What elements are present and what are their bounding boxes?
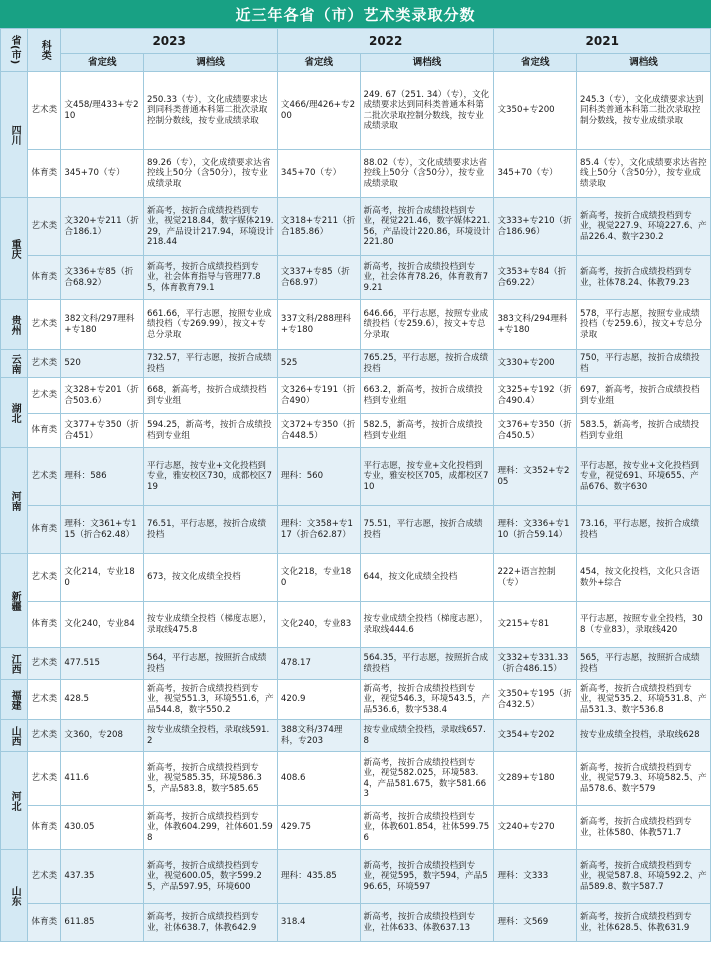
- type-cell: 艺术类: [28, 72, 61, 150]
- adjust-2022-cell: 新高考，按折合成绩投档到专业，视觉595，数字594，产品596.65，环境597: [360, 850, 494, 904]
- line-header: 省定线: [277, 54, 360, 72]
- year-header-2023: 2023: [61, 29, 278, 54]
- line-2022-cell: 文466/理426+专200: [277, 72, 360, 150]
- province-cell: 重庆: [1, 198, 28, 300]
- line-2022-cell: 408.6: [277, 752, 360, 806]
- line-2021-cell: 文353+专84（折合69.22）: [494, 256, 577, 300]
- line-2023-cell: 文458/理433+专210: [61, 72, 144, 150]
- line-2022-cell: 429.75: [277, 806, 360, 850]
- line-2023-cell: 520: [61, 350, 144, 378]
- line-2021-cell: 文333+专210（折合186.96）: [494, 198, 577, 256]
- year-header-2021: 2021: [494, 29, 711, 54]
- province-cell: 新疆: [1, 554, 28, 648]
- line-2022-cell: 文326+专191（折合490）: [277, 378, 360, 414]
- line-2021-cell: 345+70（专）: [494, 150, 577, 198]
- adjust-2021-cell: 新高考，按折合成绩投档到专业，视觉227.9、环境227.6、产品226.4、数字230.2: [577, 198, 711, 256]
- line-2021-cell: 文240+专270: [494, 806, 577, 850]
- type-cell: 体育类: [28, 150, 61, 198]
- adjust-2023-cell: 594.25，新高考，按折合成绩投档到专业组: [143, 414, 277, 448]
- province-cell: 江西: [1, 648, 28, 680]
- line-2021-cell: 理科：文333: [494, 850, 577, 904]
- line-2021-cell: 文215+专81: [494, 602, 577, 648]
- adjust-2023-cell: 新高考，按折合成绩投档到专业，社体638.7，体教642.9: [143, 904, 277, 942]
- adjust-2021-cell: 新高考，按折合成绩投档到专业，视觉587.8、环境592.2、产品589.8、数字587.7: [577, 850, 711, 904]
- line-2021-cell: 文350+专195（折合432.5）: [494, 680, 577, 720]
- line-2023-cell: 345+70（专）: [61, 150, 144, 198]
- page-title: 近三年各省（市）艺术类录取分数: [0, 0, 711, 28]
- line-2023-cell: 430.05: [61, 806, 144, 850]
- adjust-header: 调档线: [577, 54, 711, 72]
- table-row: [1, 378, 711, 414]
- adjust-2023-cell: 新高考，按折合成绩投档到专业，视觉218.84，数字媒体219.29，产品设计217.94，环境设计218.44: [143, 198, 277, 256]
- line-2023-cell: 477.515: [61, 648, 144, 680]
- adjust-2022-cell: 新高考，按折合成绩投档到专业，视觉582.025，环境583.4，产品581.675，数字581.663: [360, 752, 494, 806]
- adjust-2023-cell: 新高考，按折合成绩投档到专业，视觉551.3，环境551.6，产品544.8，数字550.2: [143, 680, 277, 720]
- adjust-2022-cell: 75.51，平行志愿，按折合成绩投档: [360, 506, 494, 554]
- line-header: 省定线: [61, 54, 144, 72]
- type-cell: 艺术类: [28, 448, 61, 506]
- adjust-2022-cell: 新高考，按折合成绩投档到专业，视觉546.3，环境543.5，产品536.6，数字538.4: [360, 680, 494, 720]
- adjust-2021-cell: 245.3（专），文化成绩要求达到同科类普通本科第二批次录取控制分数线，按专业成绩录取: [577, 72, 711, 150]
- adjust-2022-cell: 新高考，按折合成绩投档到专业，社会体育78.26，体育教育79.21: [360, 256, 494, 300]
- line-2021-cell: 理科：文569: [494, 904, 577, 942]
- line-2022-cell: 理科：文358+专117（折合62.87）: [277, 506, 360, 554]
- table-row: [1, 506, 711, 554]
- line-2023-cell: 428.5: [61, 680, 144, 720]
- line-2022-cell: 478.17: [277, 648, 360, 680]
- province-cell: 河南: [1, 448, 28, 554]
- line-2022-cell: 318.4: [277, 904, 360, 942]
- scores-table: [0, 28, 711, 942]
- type-cell: 艺术类: [28, 554, 61, 602]
- adjust-2023-cell: 668，新高考，按折合成绩投档到专业组: [143, 378, 277, 414]
- adjust-2023-cell: 89.26（专），文化成绩要求达省控线上50分（含50分），按专业成绩录取: [143, 150, 277, 198]
- province-cell: 湖北: [1, 378, 28, 448]
- adjust-2021-cell: 新高考，按折合成绩投档到专业，视觉535.2、环境531.8、产品531.3、数字536.8: [577, 680, 711, 720]
- table-row: [1, 414, 711, 448]
- line-2023-cell: 611.85: [61, 904, 144, 942]
- adjust-2021-cell: 565，平行志愿，按照折合成绩投档: [577, 648, 711, 680]
- adjust-2021-cell: 73.16，平行志愿，按折合成绩投档: [577, 506, 711, 554]
- adjust-2022-cell: 663.2，新高考，按折合成绩投档到专业组: [360, 378, 494, 414]
- line-2021-cell: 383文科/294理科+专180: [494, 300, 577, 350]
- province-cell: 山东: [1, 850, 28, 942]
- line-2023-cell: 382文科/297理科+专180: [61, 300, 144, 350]
- table-row: [1, 350, 711, 378]
- adjust-2022-cell: 564.35，平行志愿，按照折合成绩投档: [360, 648, 494, 680]
- line-2023-cell: 411.6: [61, 752, 144, 806]
- table-row: [1, 150, 711, 198]
- table-row: [1, 904, 711, 942]
- adjust-2022-cell: 644，按文化成绩全投档: [360, 554, 494, 602]
- line-2023-cell: 文377+专350（折合451）: [61, 414, 144, 448]
- adjust-2022-cell: 88.02（专），文化成绩要求达省控线上50分（含50分），按专业成绩录取: [360, 150, 494, 198]
- adjust-2021-cell: 新高考，按折合成绩投档到专业，视觉579.3、环境582.5、产品578.6、数字579: [577, 752, 711, 806]
- line-2023-cell: 文化214，专业180: [61, 554, 144, 602]
- line-2022-cell: 文化240，专业83: [277, 602, 360, 648]
- line-2022-cell: 理科：560: [277, 448, 360, 506]
- adjust-2021-cell: 按专业成绩全投档，录取线628: [577, 720, 711, 752]
- line-2023-cell: 文328+专201（折合503.6）: [61, 378, 144, 414]
- line-2021-cell: 文289+专180: [494, 752, 577, 806]
- adjust-2023-cell: 按专业成绩全投档（梯度志愿），录取线475.8: [143, 602, 277, 648]
- line-2023-cell: 文336+专85（折合68.92）: [61, 256, 144, 300]
- line-2021-cell: 理科：文352+专205: [494, 448, 577, 506]
- adjust-2022-cell: 249. 67（251. 34）（专），文化成绩要求达到同科类普通本科第二批次录取控制分数线，按专业成绩录取: [360, 72, 494, 150]
- table-row: [1, 72, 711, 150]
- adjust-2023-cell: 新高考，按折合成绩投档到专业，体教604.299，社体601.598: [143, 806, 277, 850]
- table-row: [1, 554, 711, 602]
- province-cell: 贵州: [1, 300, 28, 350]
- line-2021-cell: 理科：文336+专110（折合59.14）: [494, 506, 577, 554]
- line-2022-cell: 345+70（专）: [277, 150, 360, 198]
- province-cell: 山西: [1, 720, 28, 752]
- table-row: [1, 720, 711, 752]
- type-cell: 体育类: [28, 506, 61, 554]
- line-2021-cell: 文332+专331.33（折合486.15）: [494, 648, 577, 680]
- line-2021-cell: 文325+专192（折合490.4）: [494, 378, 577, 414]
- adjust-2021-cell: 578，平行志愿，按照专业成绩投档（专259.6），按文+专总分录取: [577, 300, 711, 350]
- adjust-2021-cell: 454，按文化投档，文化只含语数外+综合: [577, 554, 711, 602]
- adjust-2021-cell: 85.4（专），文化成绩要求达省控线上50分（含50分），按专业成绩录取: [577, 150, 711, 198]
- table-row: [1, 448, 711, 506]
- line-2021-cell: 文376+专350（折合450.5）: [494, 414, 577, 448]
- line-2022-cell: 525: [277, 350, 360, 378]
- line-2021-cell: 文330+专200: [494, 350, 577, 378]
- province-cell: 云南: [1, 350, 28, 378]
- adjust-2022-cell: 平行志愿，按专业+文化投档到专业，雅安校区705，成都校区710: [360, 448, 494, 506]
- table-row: [1, 300, 711, 350]
- line-2022-cell: 理科：435.85: [277, 850, 360, 904]
- type-cell: 艺术类: [28, 648, 61, 680]
- line-2023-cell: 文320+专211（折合186.1）: [61, 198, 144, 256]
- adjust-2023-cell: 673，按文化成绩全投档: [143, 554, 277, 602]
- line-2022-cell: 420.9: [277, 680, 360, 720]
- adjust-header: 调档线: [360, 54, 494, 72]
- type-cell: 体育类: [28, 806, 61, 850]
- type-cell: 艺术类: [28, 752, 61, 806]
- table-row: [1, 602, 711, 648]
- adjust-2021-cell: 750，平行志愿，按折合成绩投档: [577, 350, 711, 378]
- adjust-2021-cell: 697，新高考，按折合成绩投档到专业组: [577, 378, 711, 414]
- adjust-2022-cell: 765.25，平行志愿，按折合成绩投档: [360, 350, 494, 378]
- type-cell: 艺术类: [28, 378, 61, 414]
- adjust-2023-cell: 661.66，平行志愿，按照专业成绩投档（专269.99），按文+专总分录取: [143, 300, 277, 350]
- table-row: [1, 850, 711, 904]
- adjust-2023-cell: 新高考，按折合成绩投档到专业，视觉585.35，环境586.35，产品583.8，数字585.65: [143, 752, 277, 806]
- adjust-2022-cell: 新高考，按折合成绩投档到专业，体教601.854，社体599.756: [360, 806, 494, 850]
- type-cell: 艺术类: [28, 720, 61, 752]
- table-row: [1, 806, 711, 850]
- adjust-2021-cell: 新高考，按折合成绩投档到专业，社体628.5、体教631.9: [577, 904, 711, 942]
- type-cell: 艺术类: [28, 300, 61, 350]
- line-2023-cell: 文360，专208: [61, 720, 144, 752]
- line-2023-cell: 437.35: [61, 850, 144, 904]
- province-cell: 四川: [1, 72, 28, 198]
- adjust-2022-cell: 582.5，新高考，按折合成绩投档到专业组: [360, 414, 494, 448]
- table-row: [1, 752, 711, 806]
- type-cell: 艺术类: [28, 198, 61, 256]
- line-2021-cell: 222+语言控制（专）: [494, 554, 577, 602]
- adjust-2021-cell: 平行志愿，按专业+文化投档到专业，视觉691、环境655、产品676、数字630: [577, 448, 711, 506]
- type-cell: 艺术类: [28, 680, 61, 720]
- adjust-2022-cell: 646.66，平行志愿，按照专业成绩投档（专259.6），按文+专总分录取: [360, 300, 494, 350]
- adjust-2023-cell: 按专业成绩全投档，录取线591.2: [143, 720, 277, 752]
- adjust-2023-cell: 新高考，按折合成绩投档到专业，视觉600.05，数字599.25，产品597.95，环境600: [143, 850, 277, 904]
- adjust-2022-cell: 新高考，按折合成绩投档到专业，视觉221.46，数字媒体221.56，产品设计220.86，环境设计221.80: [360, 198, 494, 256]
- type-cell: 体育类: [28, 256, 61, 300]
- line-2023-cell: 文化240，专业84: [61, 602, 144, 648]
- type-cell: 体育类: [28, 904, 61, 942]
- line-2023-cell: 理科：586: [61, 448, 144, 506]
- table-row: [1, 648, 711, 680]
- year-header-2022: 2022: [277, 29, 494, 54]
- table-row: [1, 256, 711, 300]
- adjust-2023-cell: 250.33（专），文化成绩要求达到同科类普通本科第二批次录取控制分数线，按专业成绩录取: [143, 72, 277, 150]
- adjust-2023-cell: 平行志愿，按专业+文化投档到专业，雅安校区730，成都校区719: [143, 448, 277, 506]
- adjust-2023-cell: 564，平行志愿，按照折合成绩投档: [143, 648, 277, 680]
- type-header: 科类: [28, 29, 61, 72]
- province-cell: 福建: [1, 680, 28, 720]
- line-2023-cell: 理科：文361+专115（折合62.48）: [61, 506, 144, 554]
- line-2022-cell: 388文科/374理科，专203: [277, 720, 360, 752]
- adjust-header: 调档线: [143, 54, 277, 72]
- table-body: [1, 72, 711, 942]
- adjust-2021-cell: 新高考，按折合成绩投档到专业，社体78.24、体教79.23: [577, 256, 711, 300]
- adjust-2023-cell: 76.51，平行志愿，按折合成绩投档: [143, 506, 277, 554]
- adjust-2021-cell: 新高考，按折合成绩投档到专业，社体580、体教571.7: [577, 806, 711, 850]
- line-2022-cell: 文372+专350（折合448.5）: [277, 414, 360, 448]
- type-cell: 艺术类: [28, 350, 61, 378]
- line-2022-cell: 文337+专85（折合68.97）: [277, 256, 360, 300]
- line-2022-cell: 文化218，专业180: [277, 554, 360, 602]
- line-2022-cell: 文318+专211（折合185.86）: [277, 198, 360, 256]
- type-cell: 体育类: [28, 602, 61, 648]
- adjust-2022-cell: 按专业成绩全投档，录取线657.8: [360, 720, 494, 752]
- type-cell: 艺术类: [28, 850, 61, 904]
- line-header: 省定线: [494, 54, 577, 72]
- adjust-2021-cell: 583.5，新高考，按折合成绩投档到专业组: [577, 414, 711, 448]
- adjust-2022-cell: 新高考，按折合成绩投档到专业，社体633、体教637.13: [360, 904, 494, 942]
- table-row: [1, 680, 711, 720]
- line-2021-cell: 文354+专202: [494, 720, 577, 752]
- line-2022-cell: 337文科/288理科+专180: [277, 300, 360, 350]
- type-cell: 体育类: [28, 414, 61, 448]
- province-cell: 河北: [1, 752, 28, 850]
- line-2021-cell: 文350+专200: [494, 72, 577, 150]
- province-header: 省(市): [1, 29, 28, 72]
- table-row: [1, 198, 711, 256]
- adjust-2021-cell: 平行志愿，按照专业全投档，308（专业83），录取线420: [577, 602, 711, 648]
- adjust-2023-cell: 新高考，按折合成绩投档到专业，社会体育指导与管理77.85，体育教育79.1: [143, 256, 277, 300]
- adjust-2023-cell: 732.57，平行志愿，按折合成绩投档: [143, 350, 277, 378]
- adjust-2022-cell: 按专业成绩全投档（梯度志愿），录取线444.6: [360, 602, 494, 648]
